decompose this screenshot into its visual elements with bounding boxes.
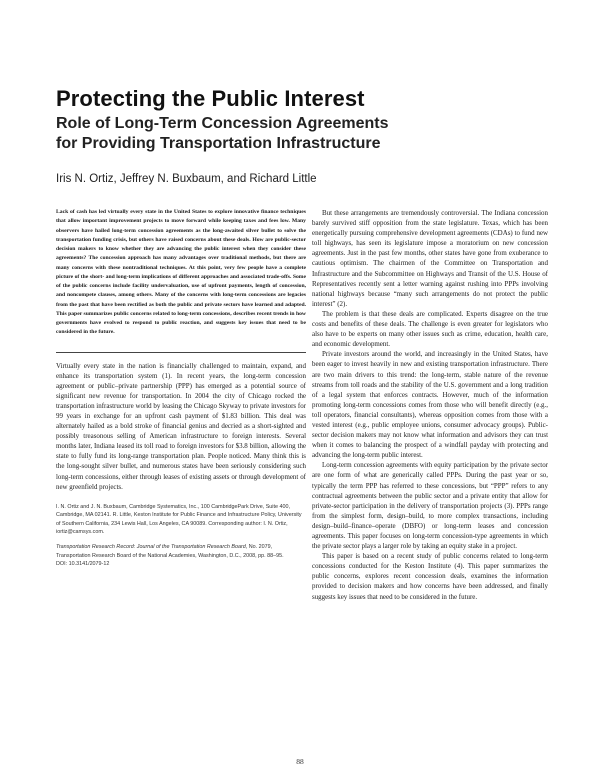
body-paragraph: Private investors around the world, and increasingly in the United States, have been eager to invest heavily in new and existing transportation infrastructure. There are two main drivers to this trend: the long-term, stable nature of the revenue streams from toll roads and the stability of the U.S. government and a long tradition of a legal system that enforces contracts. However, much of the information promoting long-term concessions comes from those who will benefit directly (e.g., toll operators, financial consultants), whereas opposition comes from those with a vested interest (e.g., public employee unions, consumer advocacy groups). Public-sector decision makers may not know what information and advisors they can trust when it comes to balancing the prospect of a windfall payday with protecting and advancing the long-term public interest. [312,350,548,460]
abstract: Lack of cash has led virtually every state in the United States to explore innovative finance techniques that allow important improvement projects to move forward while keeping taxes and fees low. Many observers have hailed long-term concession agreements as the long-awaited silver bullet to solve the transportation funding crisis, but others have raised concerns about these deals. How are public-sector decision makers to know whether they are advancing the public interest when they consider these agreements? The concession approach has many advantages over traditional methods, but there are many concerns with these nontraditional techniques. At this point, very few people have a complete picture of the short- and long-term implications of different approaches and associated trade-offs. Some of the public concerns include facility undervaluation, use of upfront payments, length of concession, and noncompete clauses, among others. Many of the concerns with long-term concessions are legacies from the past that have been rectified as both the public and private sectors have learned and adapted. This paper summarizes public concerns related to long-term concessions, describes recent trends in how governments have evolved to respond to public reaction, and suggests key issues that need to be considered in the future. [56,209,306,336]
journal-doi: DOI: 10.3141/2079-12 [56,561,110,568]
abstract-divider [56,352,306,353]
subtitle-line-1: Role of Long-Term Concession Agreements [56,115,389,132]
intro-paragraph: Virtually every state in the nation is financially challenged to maintain, expand, and enhance its transportation system (1). In recent years, the long-term concession agreement or public–private partnership (PPP) has emerged as a potential source of significant new revenue for transportation. In 2004 the city of Chicago rocked the transportation infrastructure world by leasing the Chicago Skyway to private investors for 99 years in exchange for an upfront cash payment of $1.83 billion. This deal was alternately hailed as a bold stroke of financial genius and decried as a short-sighted and possibly treasonous selling of American infrastructure to foreign interests. Several months later, Indiana leased its toll road to foreign investors for $3.8 billion, allowing the state to fully fund its long-range transportation plan. People noticed. Many think this is the long-sought silver bullet, and numerous states have been seriously considering such long-term concessions, either through leases of existing assets or through development of new greenfield projects. [56,361,306,491]
body-paragraph: The problem is that these deals are complicated. Experts disagree on the true costs and benefits of these deals. The challenge is even greater for legislators who also have to be experts on many other issues such as crime, education, health care, and economic development. [312,309,548,349]
paper-subtitle [56,114,556,154]
journal-citation [56,543,306,568]
page-number: 88 [296,757,304,766]
journal-name: Transportation Research Record: Journal of the Transportation Research Board, [56,544,248,551]
subtitle-line-2: for Providing Transportation Infrastructure [56,135,381,152]
left-column [56,208,306,569]
right-column [312,208,548,602]
author-affiliations-footnote: I. N. Ortiz and J. N. Buxbaum, Cambridge Systematics, Inc., 100 CambridgePark Drive, Suite 400, Cambridge, MA 02141. R. Little, Keston Institute for Public Finance and Infrastructure Policy, University of Southern California, 234 Lewis Hall, Los Angeles, CA 90089. Corresponding author: I. N. Ortiz, iortiz@camsys.com. [56,503,302,535]
journal-details: No. 2079, Transportation Research Board of the National Academies, Washington, D.C., 2008, pp. 88–95. [56,544,284,559]
body-paragraph: But these arrangements are tremendously controversial. The Indiana concession barely survived stiff opposition from the state legislature. Texas, which has been energetically pursuing comprehensive development agreements (CDAs) to fund new toll highways, has seen its legislature impose a moratorium on new concession agreements. Just in the past few months, other states have gone from exuberance to cautious optimism. The chairmen of the Committee on Transportation and Infrastructure and the Subcommittee on Highways and Transit of the U.S. House of Representatives recently sent a letter warning against rushing into PPPs involving national highways because “many such arrangements do not protect the public interest” (2). [312,209,548,308]
body-paragraph: Long-term concession agreements with equity participation by the private sector are one form of what are generically called PPPs. During the past year or so, typically the term PPP has referred to these concessions, but “PPP” refers to any contractual agreements between the public sector and a private entity that allow for private-sector participation in the delivery of transportation projects (3). PPPs range from the simplest form, design–build, to more complex transactions, including design–build–finance–operate (DBFO) or long-term leases and concession agreements. This paper focuses on long-term concession-type agreements in which the private sector plays a larger role by taking an equity stake in a project. [312,461,548,551]
paper-title: Protecting the Public Interest [56,86,365,111]
author-list: Iris N. Ortiz, Jeffrey N. Buxbaum, and Richard Little [56,173,317,185]
body-paragraph: This paper is based on a recent study of public concerns related to long-term concessions conducted for the Keston Institute (4). This paper summarizes the public concerns, explores recent concession deals, examines the information provided to decision makers and how concerns have been addressed, and finally suggests key issues that need to be considered in the future. [312,552,548,601]
